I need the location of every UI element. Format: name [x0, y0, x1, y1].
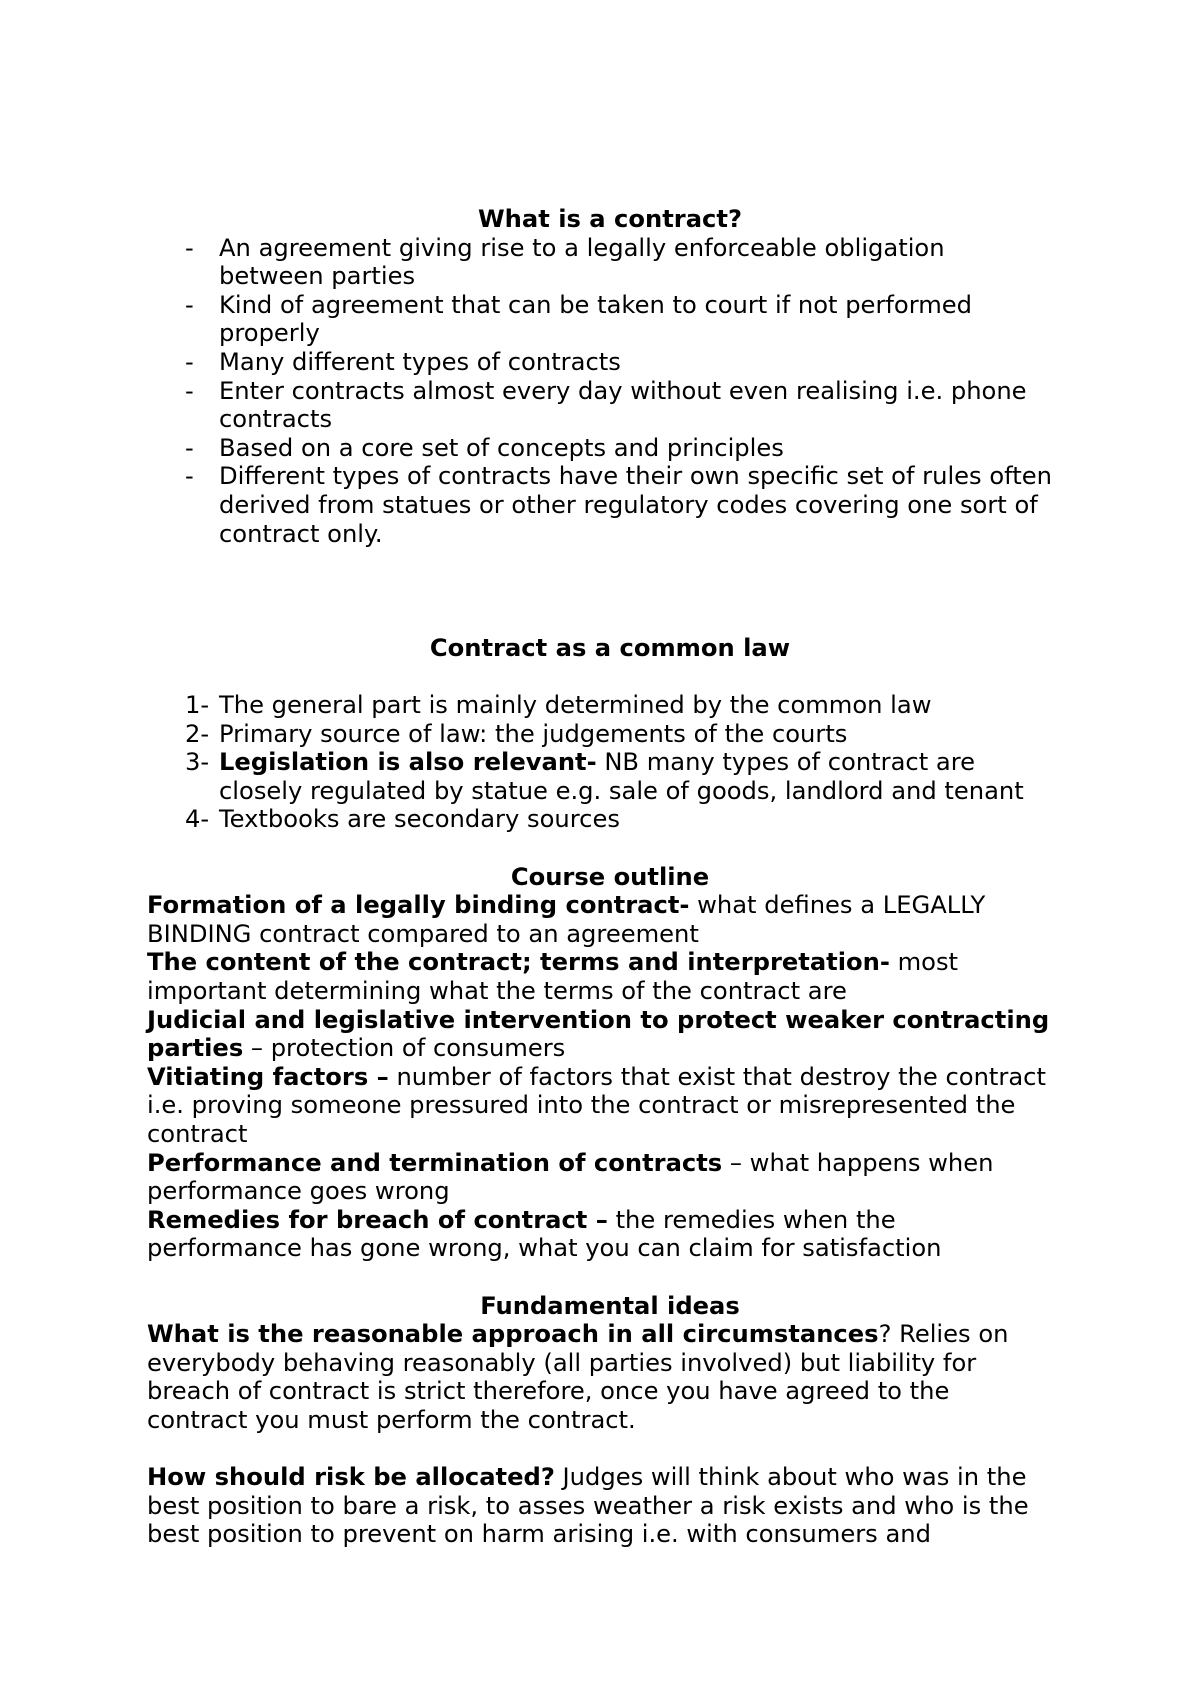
bullet-text-line: derived from statues or other regulatory codes covering one sort of — [219, 490, 1038, 519]
outline-line — [147, 1206, 1073, 1235]
outline-line — [147, 1063, 1073, 1092]
outline-line — [147, 948, 1073, 977]
outline-description: BINDING contract compared to an agreement — [147, 919, 699, 948]
paragraph-line — [147, 1377, 1073, 1406]
outline-description: most — [889, 948, 959, 977]
numbered-text-line — [219, 805, 1073, 834]
paragraph-text: Judges will think about who was in the — [554, 1463, 1027, 1492]
outline-description: i.e. proving someone pressured into the contract or misrepresented the — [147, 1091, 1016, 1120]
blank-line — [147, 834, 1073, 863]
bullet-text-line: properly — [219, 319, 320, 348]
outline-description: important determining what the terms of the contract are — [147, 977, 847, 1006]
paragraph-text: breach of contract is strict therefore, once you have agreed to the — [147, 1377, 950, 1406]
bullet-text-line: Different types of contracts have their own specific set of rules often — [219, 462, 1052, 491]
blank-line — [147, 605, 1073, 634]
outline-line — [147, 1149, 1073, 1178]
outline-term: Remedies for breach of contract – — [147, 1205, 608, 1234]
blank-line — [147, 577, 1073, 606]
numbered-text-line — [219, 777, 1073, 806]
bullet-item — [147, 434, 1073, 463]
document-body — [147, 205, 1073, 1549]
bullet-marker: - — [185, 233, 194, 262]
outline-term: The content of the contract; terms and interpretation- — [147, 948, 890, 977]
paragraph-text: everybody behaving reasonably (all parties involved) but liability for — [147, 1348, 977, 1377]
bullet-text-line: contracts — [219, 405, 333, 434]
numbered-text: Primary source of law: the judgements of the courts — [219, 719, 848, 748]
numbered-text: The general part is mainly determined by the common law — [219, 691, 932, 720]
outline-term: Formation of a legally binding contract- — [147, 891, 690, 920]
outline-line — [147, 977, 1073, 1006]
numbered-item — [147, 748, 1073, 805]
bullet-item — [147, 291, 1073, 348]
heading-what-is-a-contract: What is a contract? — [478, 205, 742, 233]
numbered-text-line — [219, 691, 1073, 720]
paragraph-reasonable-approach — [147, 1320, 1073, 1434]
numbered-text-line — [219, 748, 1073, 777]
paragraph-text: ? Relies on — [878, 1320, 1009, 1349]
bullet-text-line: between parties — [219, 262, 416, 291]
blank-line — [147, 548, 1073, 577]
outline-line — [147, 1006, 1073, 1035]
outline-description: performance has gone wrong, what you can claim for satisfaction — [147, 1234, 942, 1263]
bullet-marker: - — [185, 290, 194, 319]
outline-term: Judicial and legislative intervention to protect weaker contracting — [147, 1005, 1050, 1034]
number-marker: 2- — [185, 719, 210, 748]
bullet-marker: - — [185, 376, 194, 405]
outline-description: the remedies when the — [607, 1205, 896, 1234]
outline-line — [147, 1091, 1073, 1120]
outline-term: Vitiating factors – — [147, 1062, 389, 1091]
paragraph-risk-allocation — [147, 1463, 1073, 1549]
bullet-item — [147, 377, 1073, 434]
number-marker: 1- — [185, 691, 210, 720]
blank-line — [147, 663, 1073, 692]
outline-description: contract — [147, 1120, 248, 1148]
numbered-item — [147, 720, 1073, 749]
paragraph-text: best position to bare a risk, to asses weather a risk exists and who is the — [147, 1491, 1029, 1520]
paragraph-bold-question: How should risk be allocated? — [147, 1463, 555, 1492]
number-marker: 3- — [185, 748, 210, 777]
paragraph-text: contract you must perform the contract. — [147, 1405, 636, 1434]
outline-line — [147, 920, 1073, 949]
outline-term: parties — [147, 1034, 244, 1063]
bullet-text-line: contract only. — [219, 519, 383, 548]
outline-line — [147, 1177, 1073, 1206]
number-marker: 4- — [185, 805, 210, 834]
numbered-item — [147, 691, 1073, 720]
heading-fundamental-ideas: Fundamental ideas — [480, 1291, 740, 1320]
paragraph-line — [147, 1349, 1073, 1378]
outline-line — [147, 1120, 1073, 1149]
outline-description: – protection of consumers — [243, 1034, 566, 1063]
bullet-text-line: Kind of agreement that can be taken to court if not performed — [219, 290, 973, 319]
paragraph-line — [147, 1492, 1073, 1521]
paragraph-line — [147, 1520, 1073, 1549]
blank-line — [147, 1263, 1073, 1292]
numbered-item — [147, 805, 1073, 834]
paragraph-bold-question: What is the reasonable approach in all circumstances — [147, 1320, 879, 1349]
numbered-bold-term: Legislation is also relevant- — [219, 748, 597, 777]
paragraph-text: best position to prevent on harm arising i.e. with consumers and — [147, 1520, 931, 1549]
bullet-text-line: Based on a core set of concepts and principles — [219, 433, 784, 462]
bullet-item — [147, 348, 1073, 377]
numbered-text: NB many types of contract are — [596, 748, 976, 777]
bullet-text-line: Enter contracts almost every day without even realising i.e. phone — [219, 376, 1027, 405]
paragraph-line — [147, 1320, 1073, 1349]
paragraph-line — [147, 1406, 1073, 1435]
outline-term: Performance and termination of contracts — [147, 1148, 723, 1177]
heading-contract-as-common-law: Contract as a common law — [429, 633, 791, 662]
bullet-marker: - — [185, 347, 194, 376]
bullet-marker: - — [185, 462, 194, 491]
blank-line — [147, 1435, 1073, 1464]
outline-description: performance goes wrong — [147, 1177, 450, 1206]
bullet-text-line: Many different types of contracts — [219, 347, 621, 376]
numbered-text: closely regulated by statue e.g. sale of goods, landlord and tenant — [219, 776, 1024, 805]
outline-description: number of factors that exist that destroy the contract — [388, 1062, 1046, 1091]
outline-line — [147, 1234, 1073, 1263]
outline-line — [147, 1034, 1073, 1063]
numbered-text-line — [219, 720, 1073, 749]
bullet-item — [147, 462, 1073, 548]
heading-course-outline: Course outline — [510, 862, 710, 891]
bullet-text-line: An agreement giving rise to a legally enforceable obligation — [219, 233, 945, 262]
outline-line — [147, 891, 1073, 920]
outline-description: – what happens when — [722, 1148, 994, 1177]
bullet-item — [147, 234, 1073, 291]
paragraph-line — [147, 1463, 1073, 1492]
bullet-marker: - — [185, 433, 194, 462]
outline-description: what defines a LEGALLY — [689, 891, 986, 920]
numbered-text: Textbooks are secondary sources — [219, 805, 620, 834]
